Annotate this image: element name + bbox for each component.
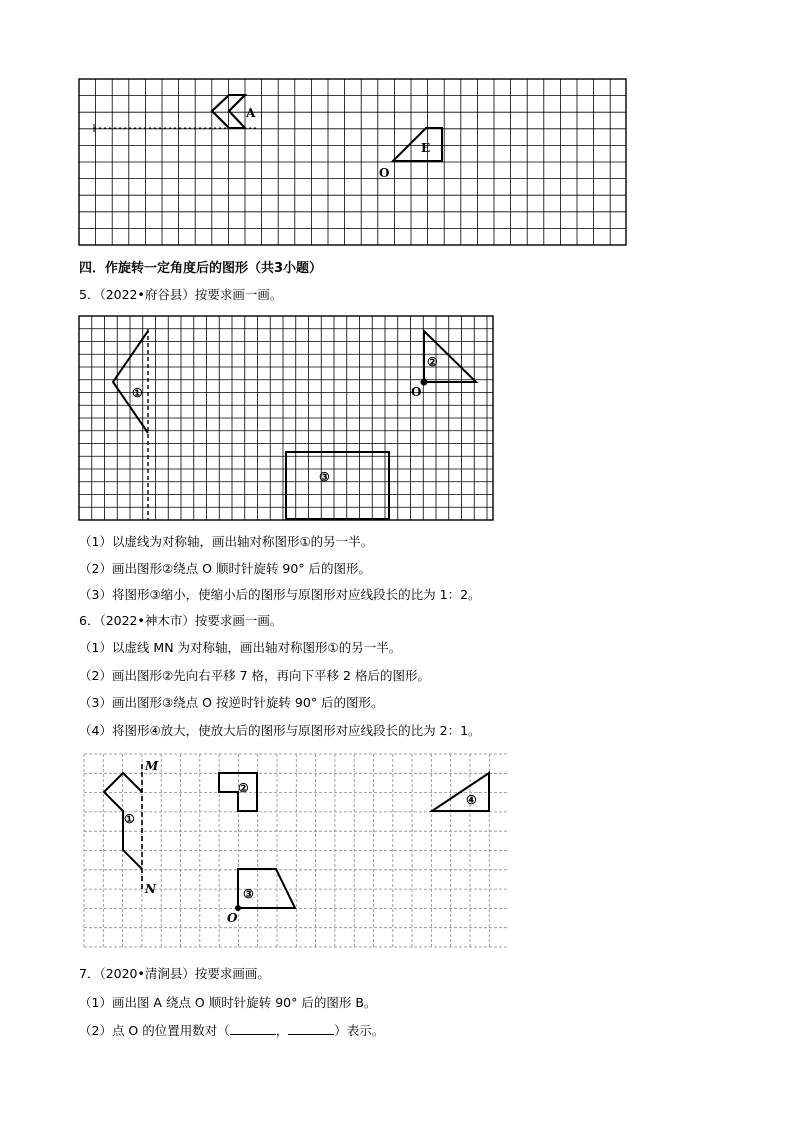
label-2: ② (238, 781, 249, 795)
label-4: ④ (466, 793, 477, 807)
q7-item-2-sep: ， (275, 1023, 289, 1038)
label-3: ③ (319, 470, 330, 484)
q6-grid-lines (84, 754, 508, 947)
q5-item-3: （3）将图形③缩小，使缩小后的图形与原图形对应线段长的比为 1：2。 (79, 587, 481, 602)
q7-item-2 (79, 1022, 384, 1039)
q6-item-2: （2）画出图形②先向右平移 7 格，再向下平移 2 格后的图形。 (79, 668, 430, 683)
q7-item-2-suffix: ）表示。 (334, 1023, 385, 1038)
q5-item-1: （1）以虚线为对称轴，画出轴对称图形①的另一半。 (79, 534, 374, 549)
q7-header: 7．（2020•清涧县）按要求画画。 (79, 966, 270, 981)
q6-item-1: （1）以虚线 MN 为对称轴，画出轴对称图形①的另一半。 (79, 640, 402, 655)
label-1: ① (132, 386, 143, 400)
label-m: M (145, 759, 159, 773)
q7-item-1: （1）画出图 A 绕点 O 顺时针旋转 90° 后的图形 B。 (79, 995, 377, 1010)
label-1: ① (124, 812, 135, 826)
label-2: ② (427, 355, 438, 369)
label-n: N (145, 882, 156, 896)
q5-header: 5．（2022•府谷县）按要求画一画。 (79, 287, 283, 302)
label-3: ③ (243, 887, 254, 901)
label-e: E (421, 141, 431, 155)
answer-blank-2[interactable] (288, 1022, 334, 1035)
label-a: A (246, 106, 256, 120)
label-o: O (411, 385, 422, 399)
q6-header: 6．（2022•神木市）按要求画一画。 (79, 613, 283, 628)
answer-blank-1[interactable] (230, 1022, 276, 1035)
q7-item-2-prefix: （2）点 O 的位置用数对（ (79, 1023, 230, 1038)
q6-item-3: （3）画出图形③绕点 O 按逆时针旋转 90° 后的图形。 (79, 695, 384, 710)
section-heading: 四．作旋转一定角度后的图形（共3小题） (79, 261, 323, 276)
q6-item-4: （4）将图形④放大，使放大后的图形与原图形对应线段长的比为 2：1。 (79, 723, 481, 738)
label-o: O (227, 911, 238, 925)
label-o: O (379, 166, 390, 180)
q5-item-2: （2）画出图形②绕点 O 顺时针旋转 90° 后的图形。 (79, 561, 372, 576)
shape-4-triangle (432, 773, 489, 811)
